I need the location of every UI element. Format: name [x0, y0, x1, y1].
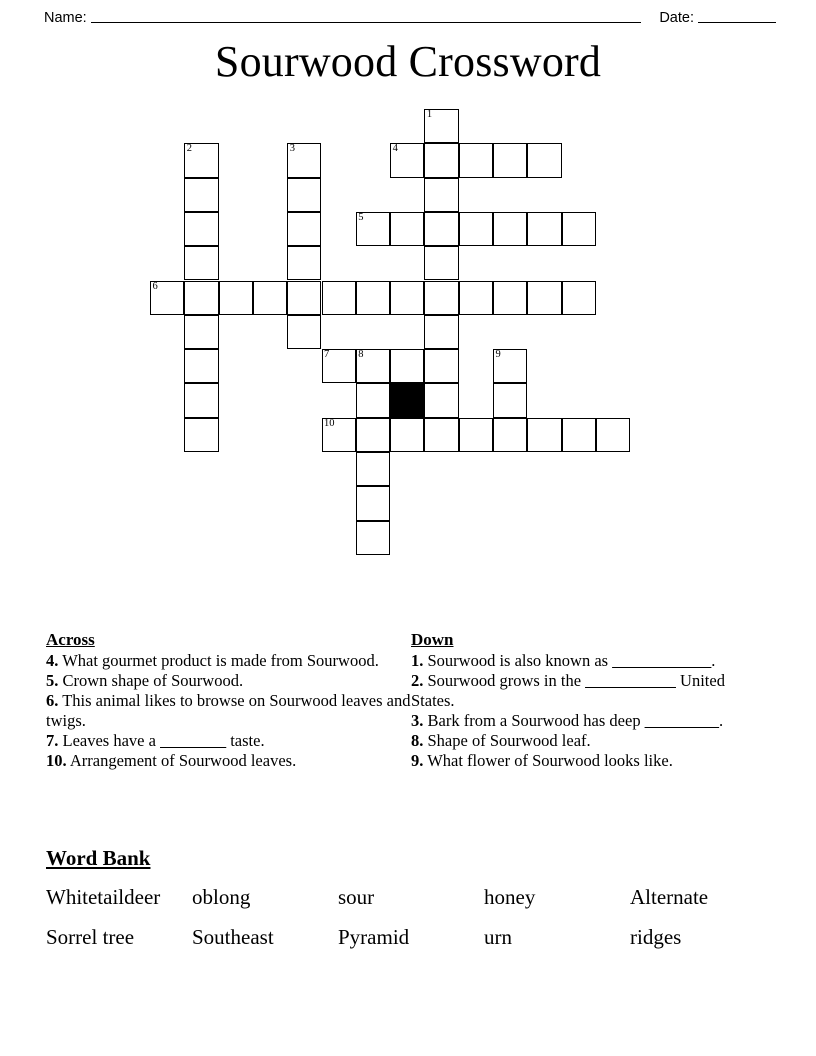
across-clue-number: 4.: [46, 651, 59, 670]
down-clue-text-tail: .: [718, 711, 724, 730]
grid-cell[interactable]: [424, 212, 458, 246]
cell-number: 6: [152, 280, 158, 292]
cell-number: 9: [495, 349, 501, 361]
word-bank: [46, 882, 776, 962]
cell-number: 8: [358, 349, 364, 361]
across-clue: [46, 671, 411, 691]
grid-cell[interactable]: [184, 383, 218, 417]
across-clue: [46, 751, 411, 771]
down-clue-list: [411, 651, 766, 771]
grid-cell[interactable]: [527, 143, 561, 177]
grid-cell[interactable]: [424, 281, 458, 315]
down-clue: [411, 651, 766, 671]
across-clue-text: Crown shape of Sourwood.: [62, 671, 244, 690]
clue-answer-blank[interactable]: ___________: [585, 671, 676, 690]
grid-cell[interactable]: [184, 315, 218, 349]
grid-cell[interactable]: [424, 383, 458, 417]
across-clue-text: Arrangement of Sourwood leaves.: [69, 751, 297, 770]
down-clue: [411, 751, 766, 771]
grid-cell[interactable]: [527, 418, 561, 452]
grid-cell[interactable]: [287, 315, 321, 349]
down-clue: [411, 671, 766, 711]
grid-cell[interactable]: [184, 178, 218, 212]
across-clue-text-tail: taste.: [226, 731, 265, 750]
across-clue-text: This animal likes to browse on Sourwood leaves and twigs.: [46, 691, 411, 730]
grid-cell[interactable]: [562, 281, 596, 315]
word-bank-word[interactable]: oblong: [192, 885, 251, 909]
across-clue-text: Leaves have a: [62, 731, 161, 750]
grid-cell[interactable]: [356, 452, 390, 486]
cell-number: 7: [324, 349, 330, 361]
grid-cell[interactable]: [424, 246, 458, 280]
word-bank-word[interactable]: Whitetaildeer: [46, 885, 161, 909]
cell-number: 2: [186, 143, 193, 155]
grid-cell[interactable]: [493, 349, 527, 383]
word-bank-word[interactable]: Southeast: [192, 925, 274, 949]
word-bank-heading: Word Bank: [46, 846, 151, 870]
down-clue: [411, 711, 766, 731]
grid-cell[interactable]: [459, 212, 493, 246]
word-bank-word[interactable]: honey: [484, 885, 536, 909]
grid-cell-blocked: [390, 383, 424, 417]
down-clues-column: [411, 630, 766, 771]
grid-cell[interactable]: [184, 143, 218, 177]
grid-cell[interactable]: [219, 281, 253, 315]
cell-number: 4: [392, 143, 398, 155]
grid-cell[interactable]: [184, 281, 218, 315]
across-clue-text: What gourmet product is made from Sourwood.: [62, 651, 379, 670]
down-heading: Down: [411, 630, 454, 649]
page-title: Sourwood Crossword: [214, 37, 602, 86]
down-clue-text: What flower of Sourwood looks like.: [427, 751, 673, 770]
cell-number: 10: [324, 417, 335, 429]
grid-cell[interactable]: [356, 486, 390, 520]
grid-cell[interactable]: [356, 383, 390, 417]
grid-cell[interactable]: [527, 281, 561, 315]
grid-cell[interactable]: [287, 143, 321, 177]
grid-cell[interactable]: [424, 109, 458, 143]
grid-cell[interactable]: [390, 418, 424, 452]
grid-cell[interactable]: [562, 418, 596, 452]
grid-cell[interactable]: [150, 281, 184, 315]
grid-cell[interactable]: [390, 349, 424, 383]
grid-cell[interactable]: [356, 212, 390, 246]
across-clue-number: 7.: [46, 731, 59, 750]
grid-cell[interactable]: [322, 418, 356, 452]
grid-cell[interactable]: [390, 212, 424, 246]
across-heading: Across: [46, 630, 95, 649]
grid-cell[interactable]: [287, 281, 321, 315]
grid-cell[interactable]: [184, 212, 218, 246]
grid-cell[interactable]: [596, 418, 630, 452]
word-bank-word[interactable]: urn: [484, 925, 512, 949]
grid-cell[interactable]: [322, 281, 356, 315]
across-clue-number: 5.: [46, 671, 59, 690]
grid-cell[interactable]: [459, 418, 493, 452]
grid-cell[interactable]: [493, 143, 527, 177]
down-clue-text-tail: United States.: [411, 671, 725, 710]
grid-cell[interactable]: [356, 418, 390, 452]
grid-cell[interactable]: [390, 143, 424, 177]
grid-cell[interactable]: [184, 418, 218, 452]
grid-cell[interactable]: [184, 246, 218, 280]
grid-cell[interactable]: [287, 178, 321, 212]
grid-cell[interactable]: [493, 418, 527, 452]
word-bank-word[interactable]: Pyramid: [338, 925, 410, 949]
grid-cell[interactable]: [424, 349, 458, 383]
grid-cell[interactable]: [287, 246, 321, 280]
cell-number: 3: [289, 143, 295, 155]
grid-cell[interactable]: [493, 281, 527, 315]
across-clue: [46, 691, 411, 731]
down-clue-text: Bark from a Sourwood has deep: [427, 711, 645, 730]
grid-cell[interactable]: [322, 349, 356, 383]
clue-answer-blank[interactable]: ________: [160, 731, 227, 750]
grid-cell[interactable]: [527, 212, 561, 246]
across-clue: [46, 731, 411, 751]
cell-number: 5: [358, 211, 364, 223]
word-bank-row: [46, 922, 776, 952]
word-bank-word[interactable]: ridges: [630, 925, 682, 949]
grid-cell[interactable]: [424, 418, 458, 452]
date-label: Date:: [659, 10, 694, 26]
clue-answer-blank[interactable]: ____________: [612, 651, 712, 670]
grid-cell[interactable]: [459, 281, 493, 315]
name-label: Name:: [44, 10, 87, 26]
grid-cell[interactable]: [287, 212, 321, 246]
across-clue-list: [46, 651, 411, 771]
word-bank-row: [46, 882, 776, 912]
grid-cell[interactable]: [424, 315, 458, 349]
down-clue-number: 1.: [411, 651, 424, 670]
grid-cell[interactable]: [424, 143, 458, 177]
grid-cell[interactable]: [390, 281, 424, 315]
down-clue-number: 2.: [411, 671, 424, 690]
grid-cell[interactable]: [562, 212, 596, 246]
down-clue: [411, 731, 766, 751]
cell-number: 1: [426, 109, 433, 120]
down-clue-number: 8.: [411, 731, 424, 750]
down-clue-text: Sourwood is also known as: [427, 651, 613, 670]
word-bank-word[interactable]: sour: [338, 885, 375, 909]
grid-cell[interactable]: [356, 349, 390, 383]
word-bank-word[interactable]: Alternate: [630, 885, 709, 909]
grid-cell[interactable]: [253, 281, 287, 315]
clue-answer-blank[interactable]: _________: [644, 711, 719, 730]
across-clues-column: [46, 630, 411, 771]
grid-cell[interactable]: [493, 212, 527, 246]
grid-cell[interactable]: [493, 383, 527, 417]
grid-cell[interactable]: [424, 178, 458, 212]
across-clue-number: 10.: [46, 751, 67, 770]
down-clue-text: Shape of Sourwood leaf.: [427, 731, 591, 750]
grid-cell[interactable]: [356, 521, 390, 555]
across-clue-number: 6.: [46, 691, 59, 710]
down-clue-number: 3.: [411, 711, 424, 730]
grid-cell[interactable]: [459, 143, 493, 177]
grid-cell[interactable]: [356, 281, 390, 315]
word-bank-word[interactable]: Sorrel tree: [46, 925, 135, 949]
across-clue: [46, 651, 411, 671]
grid-cell[interactable]: [184, 349, 218, 383]
down-clue-text: Sourwood grows in the: [427, 671, 586, 690]
clues-section: [46, 630, 776, 771]
down-clue-number: 9.: [411, 751, 424, 770]
down-clue-text-tail: .: [711, 651, 716, 670]
